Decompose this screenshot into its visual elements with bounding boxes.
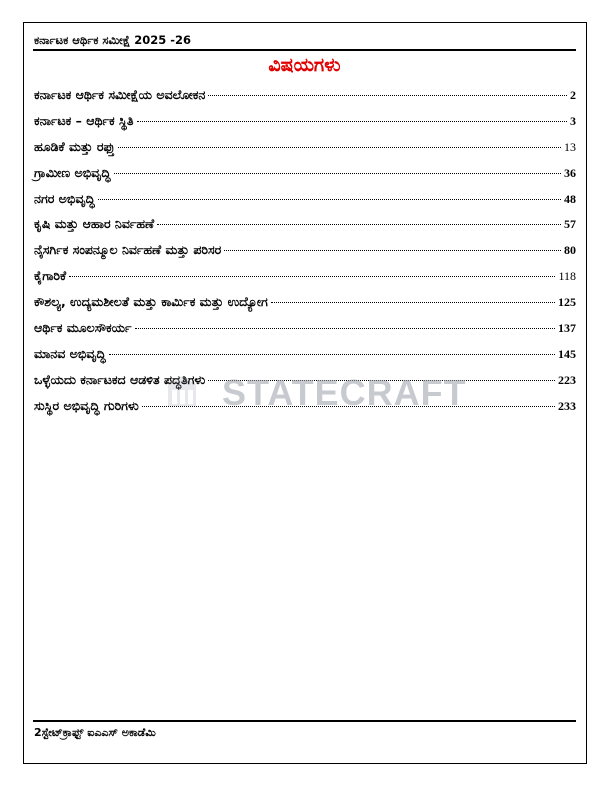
toc-entry[interactable] [34,191,576,217]
toc-entry-page: 223 [558,372,576,387]
toc-entry-label: ನಗರ ಅಭಿವೃದ್ಧಿ [34,190,95,206]
toc-entry[interactable] [34,216,576,242]
toc-heading: ವಿಷಯಗಳು [268,54,341,76]
toc-entry[interactable] [34,242,576,268]
toc-entry-page: 125 [558,295,576,310]
dot-leader [135,328,555,329]
dot-leader [157,224,561,225]
dot-leader [69,276,555,277]
toc-entry-page: 3 [570,113,576,128]
toc-entry-page: 13 [564,139,576,154]
toc-entry-label: ಮಾನವ ಅಭಿವೃದ್ಧಿ [34,345,106,361]
toc-entry-page: 145 [558,346,576,361]
toc-entry-page: 137 [558,321,576,336]
toc-entry-page: 233 [558,398,576,413]
watermark-text: STATECRAFT [222,372,467,413]
toc-entry-page: 2 [570,88,576,102]
toc-entry-label: ಕರ್ನಾಟಕ ಆರ್ಥಿಕ ಸಮೀಕ್ಷೆಯ ಅವಲೋಕನ [34,87,206,102]
dot-leader [118,147,561,148]
toc-entry[interactable] [34,87,576,113]
toc-entry[interactable] [34,268,576,294]
toc-entry-page: 36 [564,165,576,180]
dot-leader [109,354,555,355]
toc-entry[interactable] [34,320,576,346]
toc-entry-page: 80 [564,243,576,258]
toc-entry-page: 48 [564,191,576,206]
toc-entry-label: ನೈಸರ್ಗಿಕ ಸಂಪನ್ಮೂಲ ನಿರ್ವಹಣೆ ಮತ್ತು ಪರಿಸರ [34,242,222,258]
header-divider [33,49,576,51]
dot-leader [98,199,561,200]
toc-entry-label: ಕೈಗಾರಿಕೆ [34,268,67,284]
toc-entry[interactable] [34,165,576,191]
toc-entry[interactable] [34,113,576,139]
dot-leader [208,95,567,96]
toc-entry-label: ಕರ್ನಾಟಕ – ಆರ್ಥಿಕ ಸ್ಥಿತಿ [34,112,134,128]
toc-entry-label: ಹೂಡಿಕೆ ಮತ್ತು ರಫ್ತು [34,138,115,154]
toc-entry-label: ಆರ್ಥಿಕ ಮೂಲಸೌಕರ್ಯ [34,320,132,336]
toc-entry[interactable] [34,294,576,320]
footer-divider [33,720,576,722]
toc-entry[interactable] [34,139,576,165]
dot-leader [137,121,567,122]
toc-entry-label: ಗ್ರಾಮೀಣ ಅಭಿವೃದ್ಧಿ [34,164,111,180]
running-header: ಕರ್ನಾಟಕ ಆರ್ಥಿಕ ಸಮೀಕ್ಷೆ 2025 -26 [34,33,192,47]
dot-leader [114,173,561,174]
toc-entry-page: 118 [558,269,576,284]
toc-entry-label: ಕೌಶಲ್ಯ, ಉದ್ಯಮಶೀಲತೆ ಮತ್ತು ಕಾರ್ಮಿಕ ಮತ್ತು ಉದ್ಯೋಗ [34,294,268,310]
dot-leader [224,250,561,251]
dot-leader [271,302,555,303]
running-footer: 2ಸ್ಟೇಟ್‌ಕ್ರಾಫ್ಟ್ ಐಎಎಸ್ ಅಕಾಡೆಮಿ [34,726,156,739]
toc-entry-label: ಸುಸ್ಥಿರ ಅಭಿವೃದ್ಧಿ ಗುರಿಗಳು [34,397,139,413]
toc-entry-label: ಒಳ್ಳೆಯದು ಕರ್ನಾಟಕದ ಆಡಳಿತ ಪದ್ಧತಿಗಳು [34,371,206,387]
toc-entry-label: ಕೃಷಿ ಮತ್ತು ಆಹಾರ ನಿರ್ವಹಣೆ [34,216,155,232]
toc-entry-page: 57 [564,217,576,232]
